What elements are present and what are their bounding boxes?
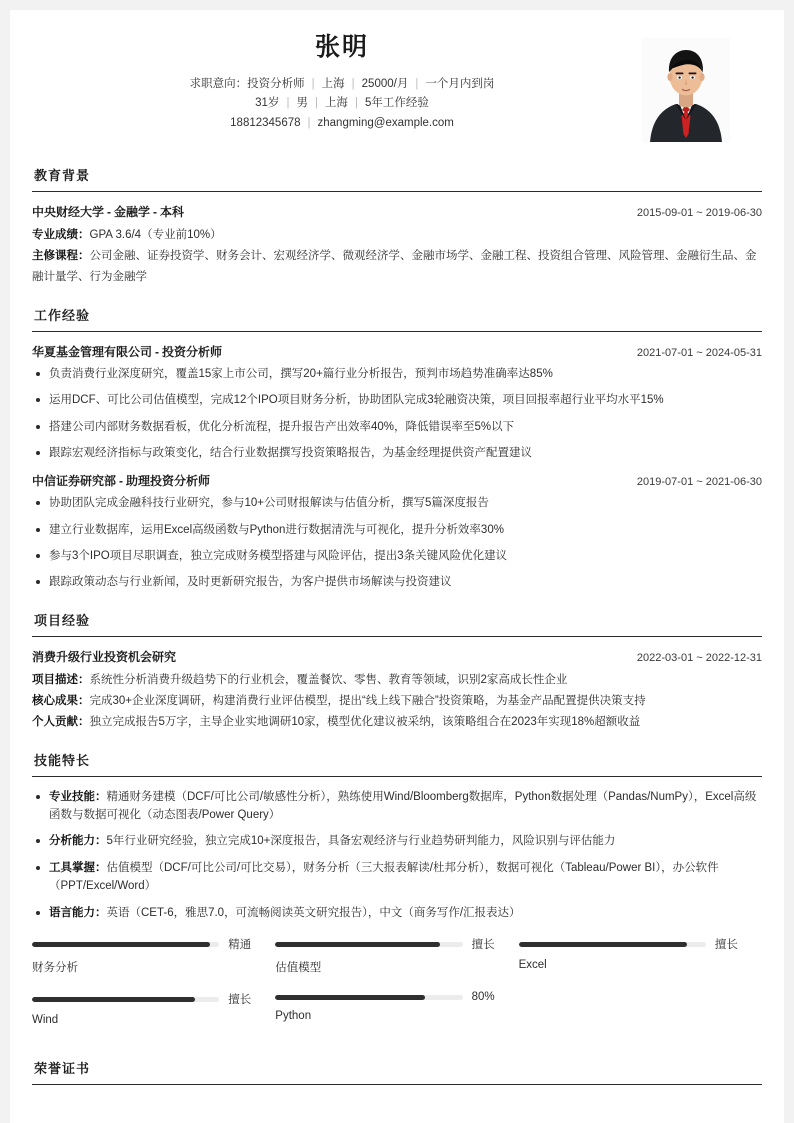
entry-field (32, 712, 762, 733)
section-skills (32, 740, 762, 1042)
bullet-item: 建立行业数据库，运用Excel高级函数与Python进行数据清洗与可视化，提升分析效率30% (32, 521, 762, 539)
meta-item: 求职意向：投资分析师 (189, 77, 305, 90)
skill-value: 精通财务建模（DCF/可比公司/敏感性分析），熟练使用Wind/Bloomberg数据库，Python数据处理（Pandas/NumPy），Excel高级函数与数据可视化（动态图表/Power Query） (49, 790, 757, 822)
skill-bar-track (275, 942, 462, 947)
page-title: 张明 (314, 33, 369, 61)
field-label: 个人贡献： (32, 716, 90, 729)
section-title: 工作经验 (34, 307, 91, 323)
skill-bullet-item (32, 904, 762, 922)
skill-bullet-list (32, 788, 762, 922)
skill-bar-track (32, 942, 219, 947)
field-label: 核心成果： (32, 695, 90, 708)
skill-bar-fill (275, 995, 425, 1000)
meta-separator: | (415, 77, 419, 90)
entry-title-main: 消费升级行业投资机会研究 (32, 649, 177, 664)
entry-field (32, 246, 762, 289)
title-dash: - (155, 344, 160, 359)
field-label: 项目描述： (32, 673, 90, 686)
meta-separator: | (314, 97, 318, 110)
skill-bar-name: Excel (518, 959, 547, 971)
entry-title (32, 343, 222, 360)
entry (32, 472, 762, 592)
entry-title-sub: 金融学 (114, 204, 151, 219)
skill-bar-level: 80% (471, 991, 495, 1003)
resume-header (32, 24, 762, 149)
entry-header (32, 648, 762, 665)
resume-sheet (10, 10, 784, 1123)
section-divider (32, 191, 762, 192)
field-value: 完成30+企业深度调研，构建消费行业评估模型，提出“线上线下融合”投资策略，为基金产品配置提供决策支持 (89, 695, 646, 708)
skill-bar-name: Python (275, 1010, 312, 1022)
header-meta-line (32, 115, 652, 133)
entry-field (32, 670, 762, 691)
skill-bar-grid (32, 936, 762, 1042)
skill-bar-fill (32, 942, 210, 947)
entry-date: 2015-09-01 ~ 2019-06-30 (636, 206, 762, 219)
field-label: 主修课程： (32, 250, 90, 263)
entry (32, 648, 762, 734)
section-title: 教育背景 (34, 167, 91, 183)
entry-field (32, 691, 762, 712)
section-title: 荣誉证书 (34, 1061, 91, 1076)
skill-bar-name: 估值模型 (275, 962, 322, 974)
section-projects (32, 600, 762, 734)
bullet-item: 协助团队完成金融科技行业研究，参与10+公司财报解读与估值分析，撰写5篇深度报告 (32, 494, 762, 512)
meta-separator: | (351, 77, 355, 90)
bullet-item: 负责消费行业深度研究，覆盖15家上市公司，撰写20+篇行业分析报告，预判市场趋势准确率达85% (32, 365, 762, 383)
avatar (642, 38, 730, 142)
bullet-item: 跟踪宏观经济指标与政策变化，结合行业数据撰写投资策略报告，为基金经理提供资产配置建议 (32, 444, 762, 462)
entry-header (32, 343, 762, 360)
entry-date: 2019-07-01 ~ 2021-06-30 (636, 476, 762, 489)
resume-sections (32, 155, 762, 1085)
skill-bar-cell (519, 936, 762, 991)
meta-item: 31岁 (255, 97, 280, 110)
title-dash: - (153, 204, 158, 219)
entry-date: 2022-03-01 ~ 2022-12-31 (636, 651, 762, 664)
skill-bar-cell (32, 991, 275, 1042)
meta-separator: | (354, 97, 358, 110)
skill-bar-level: 精通 (228, 939, 252, 951)
entry-header (32, 203, 762, 220)
title-dash: - (119, 474, 124, 489)
entry-title-sub2: 本科 (160, 204, 185, 219)
skill-label: 分析能力： (49, 835, 107, 848)
skill-bar-track (32, 997, 219, 1002)
skill-value: 英语（CET-6，雅思7.0，可流畅阅读英文研究报告），中文（商务写作/汇报表达） (106, 906, 521, 919)
skill-bar-cell (275, 991, 518, 1042)
entry-title (32, 648, 176, 665)
skill-bar-fill (275, 942, 440, 947)
title-dash: - (107, 204, 112, 219)
entry (32, 343, 762, 463)
header-meta-line (32, 95, 652, 113)
entry-title (32, 203, 184, 220)
entry-title-main: 中央财经大学 (32, 204, 105, 219)
section-title: 技能特长 (34, 752, 91, 768)
entry-title-sub: 助理投资分析师 (126, 474, 211, 489)
meta-item: 上海 (321, 77, 345, 90)
skill-bar-level: 擅长 (228, 994, 252, 1006)
bullet-list (32, 365, 762, 463)
entry-title-sub: 投资分析师 (162, 344, 223, 359)
skill-bar-fill (519, 942, 688, 947)
skill-bar-row (32, 936, 251, 952)
section-title: 项目经验 (34, 612, 91, 628)
entry-title (32, 472, 210, 489)
header-meta-lines (32, 76, 652, 133)
bullet-item: 运用DCF、可比公司估值模型，完成12个IPO项目财务分析，协助团队完成3轮融资决策，项目回报率超行业平均水平15% (32, 391, 762, 409)
field-value: 系统性分析消费升级趋势下的行业机会，覆盖餐饮、零售、教育等领域，识别2家高成长性企业 (89, 673, 568, 686)
skill-bar-track (275, 995, 462, 1000)
meta-item: zhangming@example.com (317, 117, 454, 130)
skill-bar-row (275, 936, 494, 952)
skill-bar-name: Wind (32, 1014, 59, 1026)
skill-bar-row (32, 991, 251, 1007)
skill-bar-cell (32, 936, 275, 991)
skill-bullet-item (32, 859, 762, 896)
skill-label: 专业技能： (49, 790, 107, 803)
field-label: 专业成绩： (32, 228, 90, 241)
meta-item: 18812345678 (230, 117, 301, 130)
bullet-item: 跟踪政策动态与行业新闻，及时更新研究报告，为客户提供市场解读与投资建议 (32, 573, 762, 591)
meta-item: 上海 (324, 97, 348, 110)
meta-item: 25000/月 (361, 77, 409, 90)
entry (32, 203, 762, 289)
section-divider (32, 331, 762, 332)
skill-bar-name: 财务分析 (32, 962, 78, 974)
meta-item: 男 (296, 97, 308, 110)
skill-bar-fill (32, 997, 195, 1002)
entry-title-main: 华夏基金管理有限公司 (32, 344, 153, 359)
section-work (32, 295, 762, 592)
section-divider (32, 776, 762, 777)
skill-label: 工具掌握： (49, 861, 107, 874)
field-value: GPA 3.6/4（专业前10%） (89, 228, 222, 241)
bullet-item: 搭建公司内部财务数据看板，优化分析流程，提升报告产出效率40%，降低错误率至5%以下 (32, 418, 762, 436)
skill-value: 估值模型（DCF/可比公司/可比交易），财务分析（三大报表解读/杜邦分析），数据可视化（Tableau/Power BI），办公软件（PPT/Excel/Word） (49, 861, 719, 893)
skill-bar-track (519, 942, 706, 947)
section-honors (32, 1048, 762, 1085)
section-divider (32, 636, 762, 637)
skill-value: 5年行业研究经验，独立完成10+深度报告，具备宏观经济与行业趋势研判能力，风险识别与评估能力 (106, 835, 616, 848)
bullet-item: 参与3个IPO项目尽职调查，独立完成财务模型搭建与风险评估，提出3条关键风险优化建议 (32, 547, 762, 565)
skill-bar-cell (275, 936, 518, 991)
skill-bullet-item (32, 832, 762, 850)
meta-separator: | (311, 77, 315, 90)
skill-bar-level: 擅长 (471, 939, 495, 951)
entry-field (32, 225, 762, 246)
section-divider (32, 1084, 762, 1085)
portrait-photo-icon (642, 38, 730, 142)
field-value: 独立完成报告5万字，主导企业实地调研10家，模型优化建议被采纳，该策略组合在2023年实现18%超额收益 (89, 716, 641, 729)
skill-bullet-item (32, 788, 762, 825)
skill-bar-row (519, 936, 738, 952)
skill-label: 语言能力： (49, 906, 107, 919)
field-value: 公司金融、证券投资学、财务会计、宏观经济学、微观经济学、金融市场学、金融工程、投资组合管理、风险管理、金融衍生品、金融计量学、行为金融学 (32, 250, 757, 284)
section-education (32, 155, 762, 289)
meta-item: 5年工作经验 (364, 97, 429, 110)
skill-bar-level: 擅长 (714, 939, 738, 951)
meta-separator: | (286, 97, 290, 110)
skill-bar-row (275, 991, 494, 1003)
entry-header (32, 472, 762, 489)
meta-item: 一个月内到岗 (425, 77, 495, 90)
header-meta-line (32, 76, 652, 94)
meta-separator: | (307, 117, 311, 130)
entry-title-main: 中信证券研究部 (32, 474, 117, 489)
entry-date: 2021-07-01 ~ 2024-05-31 (636, 346, 762, 359)
bullet-list (32, 494, 762, 592)
